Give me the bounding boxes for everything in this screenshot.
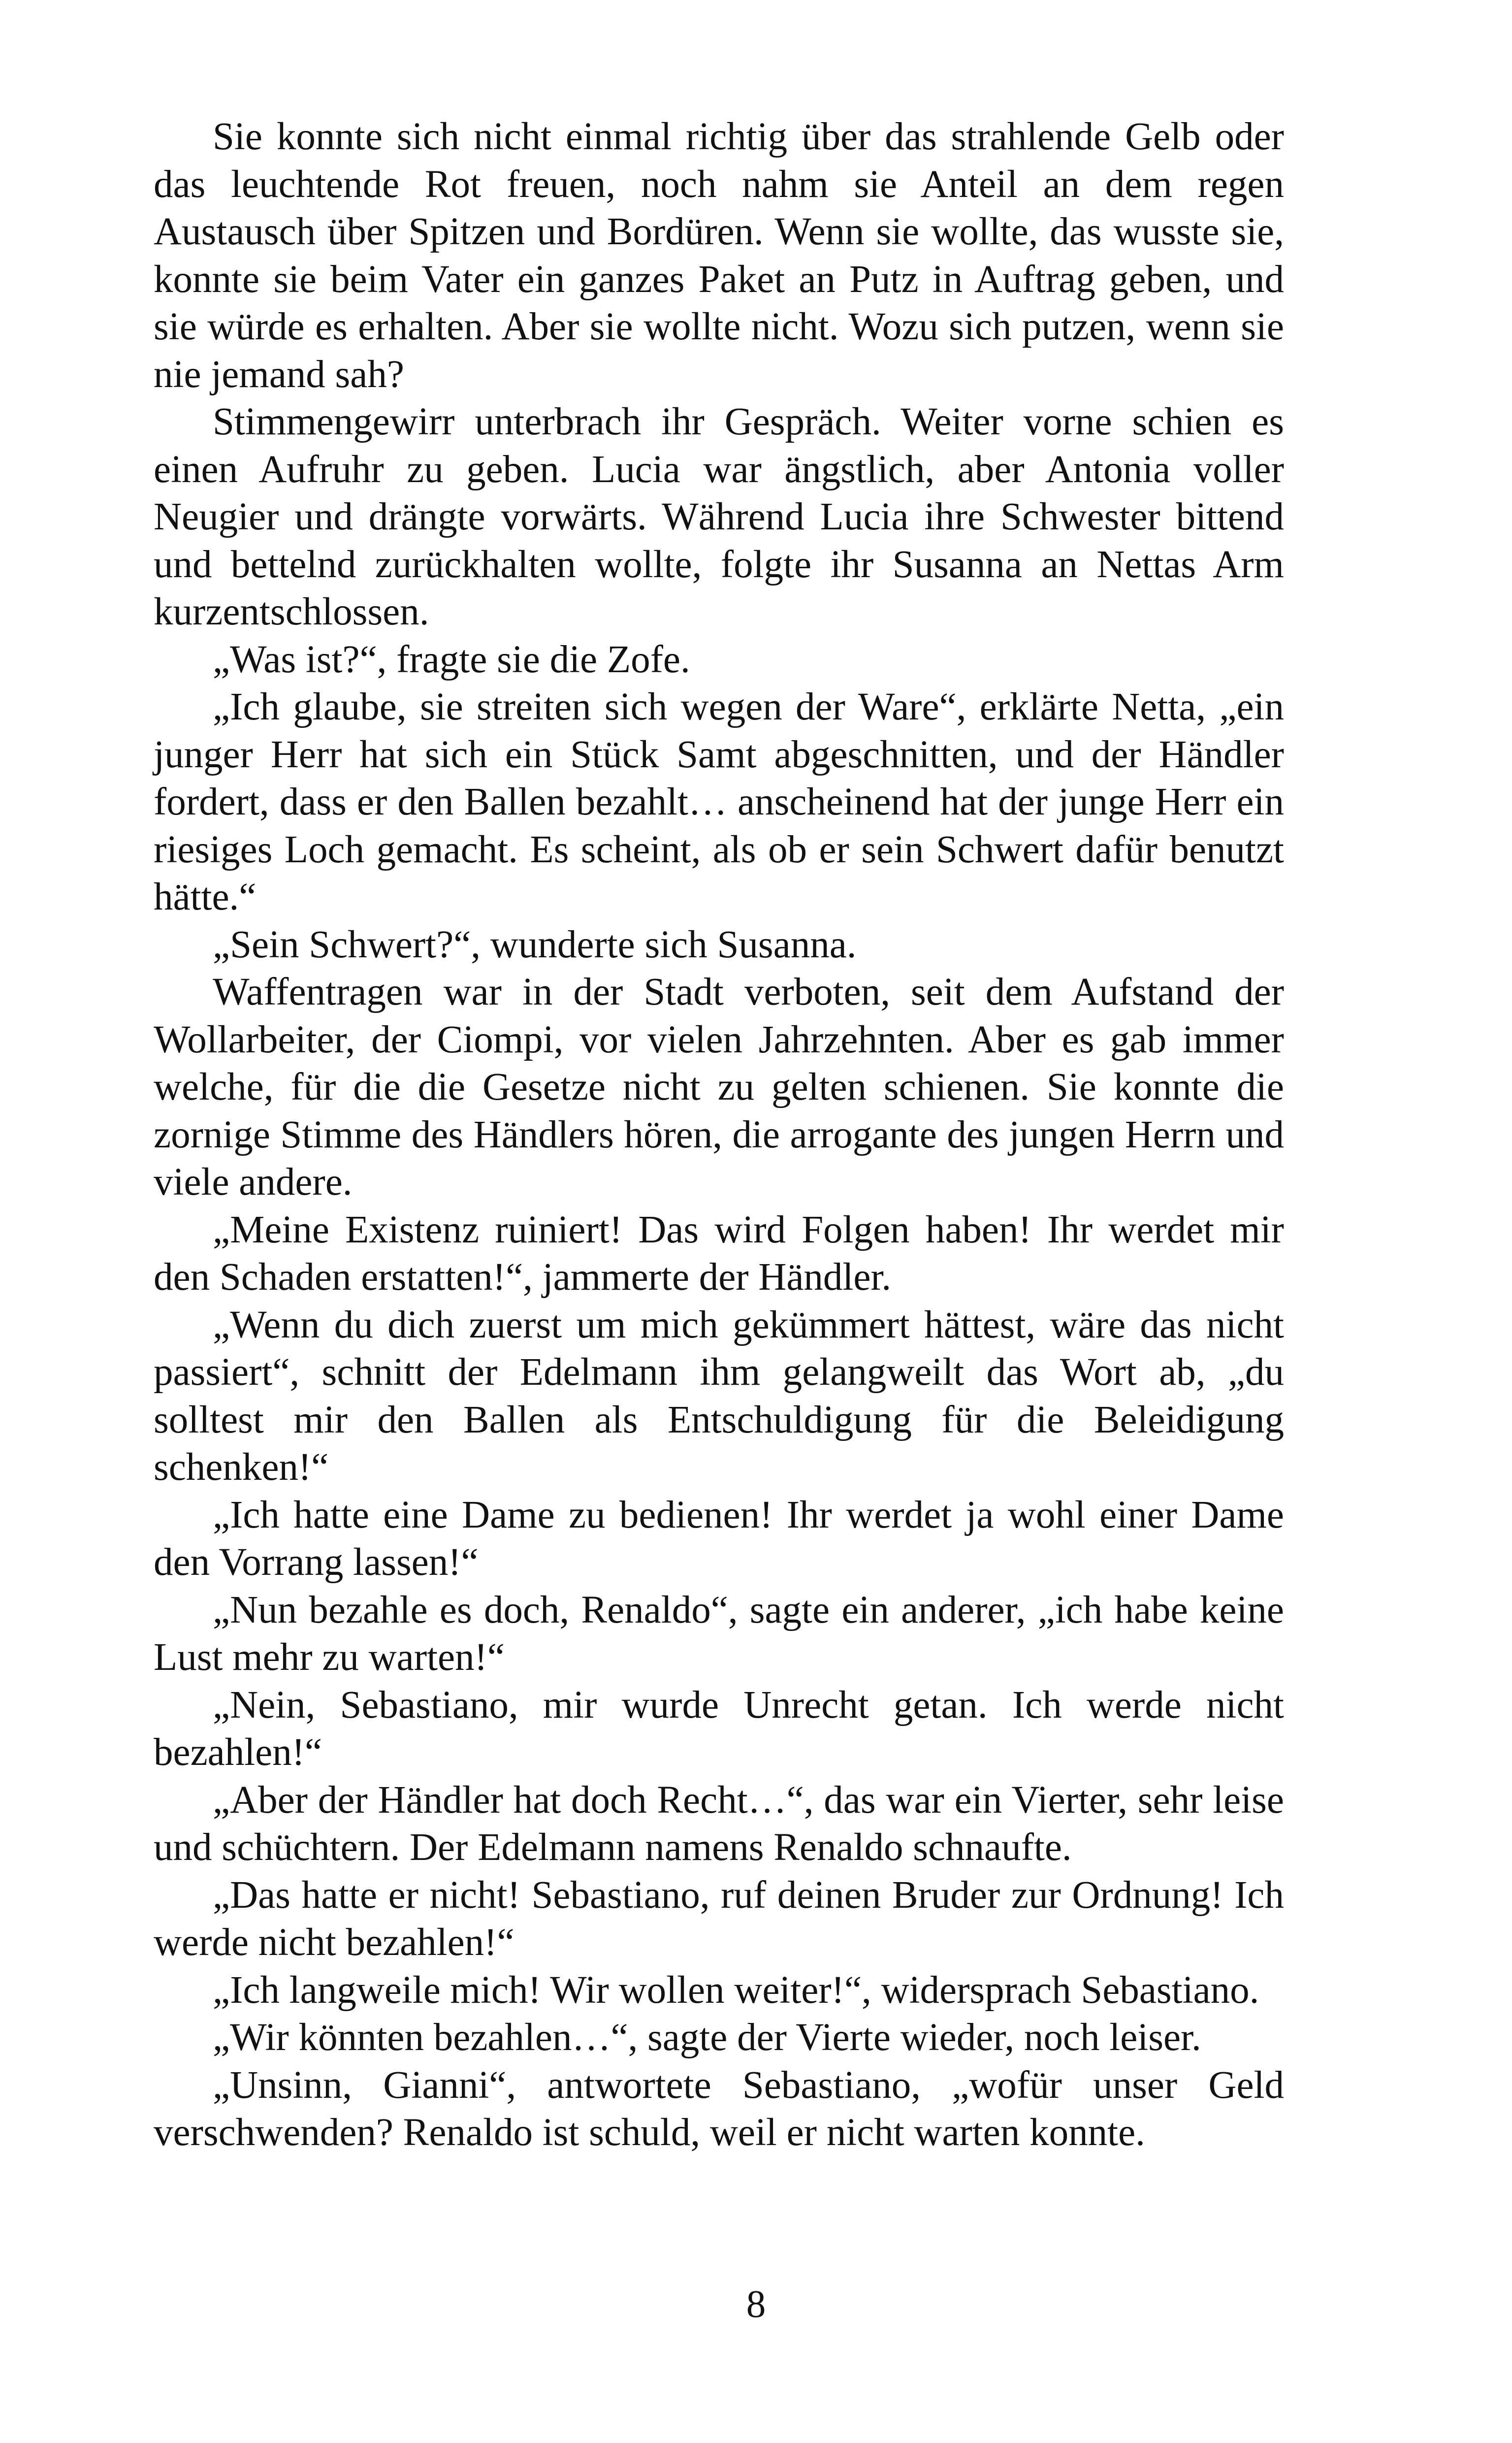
paragraph: Sie konnte sich nicht einmal richtig über das strahlende Gelb oder das leuchtende Rot freuen, noch nahm sie Anteil an dem regen Austausch über Spitzen und Bordüren. Wenn sie wollte, das wusste sie, konnte sie beim Vater ein ganzes Paket an Putz in Auftrag geben, und sie würde es erhalten. Aber sie wollte nicht. Wozu sich putzen, wenn sie nie jemand sah? — [154, 115, 1284, 396]
paragraph: „Wir könnten bezahlen…“, sagte der Vierte wieder, noch leiser. — [213, 2016, 1201, 2059]
paragraph: „Meine Existenz ruiniert! Das wird Folgen haben! Ihr werdet mir den Schaden erstatten!“, jammerte der Händler. — [154, 1208, 1284, 1299]
paragraph: „Ich langweile mich! Wir wollen weiter!“, widersprach Sebastiano. — [213, 1968, 1259, 2012]
paragraph: „Das hatte er nicht! Sebastiano, ruf deinen Bruder zur Ordnung! Ich werde nicht bezahlen!“ — [154, 1873, 1284, 1964]
paragraph: „Ich glaube, sie streiten sich wegen der Ware“, erklärte Netta, „ein junger Herr hat sich ein Stück Samt abgeschnitten, und der Händler fordert, dass er den Ballen bezahlt… anscheinend hat der junge Herr ein riesiges Loch gemacht. Es scheint, als ob er sein Schwert dafür benutzt hätte.“ — [154, 685, 1284, 918]
paragraph: „Sein Schwert?“, wunderte sich Susanna. — [213, 923, 857, 966]
paragraph: „Aber der Händler hat doch Recht…“, das war ein Vierter, sehr leise und schüchtern. Der Edelmann namens Renaldo schnaufte. — [154, 1778, 1284, 1869]
paragraph: „Unsinn, Gianni“, antwortete Sebastiano, „wofür unser Geld verschwenden? Renaldo ist schuld, weil er nicht warten konnte. — [154, 2063, 1284, 2154]
paragraph: „Nun bezahle es doch, Renaldo“, sagte ein anderer, „ich habe keine Lust mehr zu warten!“ — [154, 1588, 1284, 1679]
paragraph: „Was ist?“, fragte sie die Zofe. — [213, 638, 690, 681]
paragraph: „Wenn du dich zuerst um mich gekümmert hättest, wäre das nicht passiert“, schnitt der Edelmann ihm gelangweilt das Wort ab, „du solltest mir den Ballen als Entschuldigung für die Beleidigung schenken!“ — [154, 1303, 1284, 1489]
page-number: 8 — [746, 2283, 766, 2326]
paragraph: Waffentragen war in der Stadt verboten, seit dem Aufstand der Wollarbeiter, der Ciompi, vor vielen Jahrzehnten. Aber es gab immer welche, für die die Gesetze nicht zu gelten schienen. Sie konnte die zornige Stimme des Händlers hören, die arrogante des jungen Herrn und viele andere. — [154, 971, 1284, 1204]
paragraph: „Nein, Sebastiano, mir wurde Unrecht getan. Ich werde nicht bezahlen!“ — [154, 1683, 1284, 1774]
body-text — [154, 113, 1284, 2157]
paragraph: „Ich hatte eine Dame zu bedienen! Ihr werdet ja wohl einer Dame den Vorrang lassen!“ — [154, 1493, 1284, 1584]
paragraph: Stimmengewirr unterbrach ihr Gespräch. Weiter vorne schien es einen Aufruhr zu geben. Lucia war ängstlich, aber Antonia voller Neugier und drängte vorwärts. Während Lucia ihre Schwester bittend und bettelnd zurückhalten wollte, folgte ihr Susanna an Nettas Arm kurzentschlossen. — [154, 400, 1284, 633]
